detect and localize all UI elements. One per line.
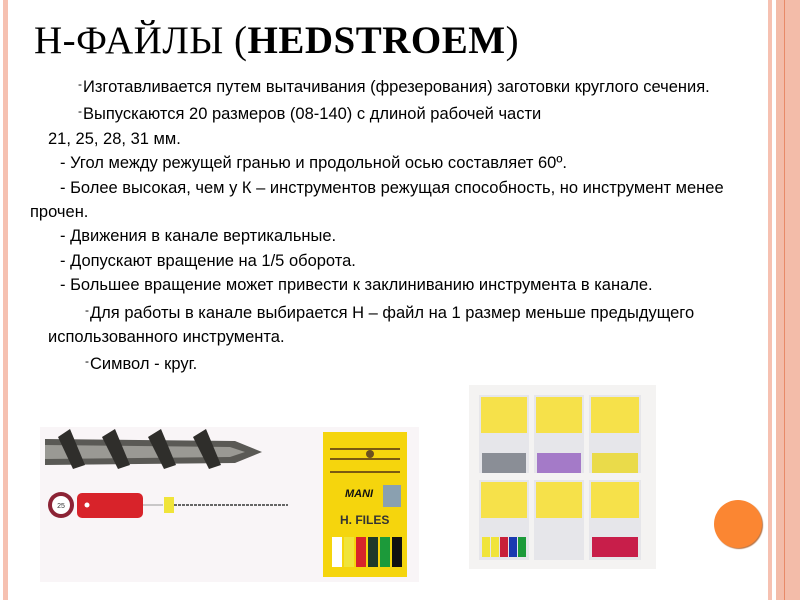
title-plain: H-ФАЙЛЫ (: [34, 19, 248, 62]
slide-body: [30, 72, 770, 377]
hfile-illustration: [40, 427, 419, 582]
bullet-text: Изготавливается путем вытачивания (фрезерования) заготовки круглого сечения.: [83, 78, 710, 96]
bullet-marker: -: [85, 302, 89, 317]
bullet-text: 21, 25, 28, 31 мм.: [48, 129, 181, 148]
bullet-2: [30, 99, 770, 126]
bullet-marker: -: [78, 104, 82, 119]
blade-spiral-icon: [45, 429, 262, 469]
bullet-5: [30, 176, 770, 225]
bullet-3: [30, 127, 770, 151]
right-decor-wide: [776, 0, 800, 600]
pack-grid-icon: [479, 395, 641, 560]
right-decor-line: [784, 0, 785, 600]
svg-text:25: 25: [57, 503, 65, 510]
title-bold: HEDSTROEM: [247, 19, 506, 62]
bullet-7: [30, 249, 770, 273]
svg-text:H. FILES: H. FILES: [340, 513, 390, 527]
bullet-text: Символ - круг.: [90, 355, 198, 374]
left-decor-bar: [3, 0, 8, 600]
hfile-packs-illustration: [469, 385, 656, 569]
bullet-text: - Угол между режущей гранью и продольной осью составляет 60º.: [60, 154, 567, 173]
bullet-6: [30, 224, 770, 248]
slide-title: [34, 18, 519, 63]
bullet-9: [30, 298, 770, 350]
bullet-text: - Большее вращение может привести к заклиниванию инструмента в канале.: [60, 276, 653, 295]
bullet-10: [30, 349, 770, 376]
accent-circle: [714, 500, 762, 548]
hfile-diagram-image: [40, 427, 419, 582]
bullet-8: [30, 273, 770, 297]
bullet-4: [30, 151, 770, 175]
bullet-text: Выпускаются 20 размеров (08-140) с длиной рабочей части: [83, 105, 542, 124]
right-decor-stripes: [768, 0, 800, 600]
svg-text:MANI: MANI: [345, 488, 374, 500]
bullet-marker: -: [85, 354, 89, 369]
hfile-packs-image: [469, 385, 656, 569]
bullet-text: - Допускают вращение на 1/5 оборота.: [60, 251, 356, 270]
bullet-1: [30, 72, 770, 99]
bullet-marker: -: [78, 77, 82, 91]
bullet-text: - Движения в канале вертикальные.: [60, 227, 337, 246]
title-end: ): [505, 19, 520, 62]
bullet-text: - Более высокая, чем у К – инструментов режущая способность, но инструмент менее прочен.: [30, 178, 724, 222]
bullet-text: Для работы в канале выбирается Н – файл на 1 размер меньше предыдущего использованного инструмента.: [48, 303, 695, 347]
